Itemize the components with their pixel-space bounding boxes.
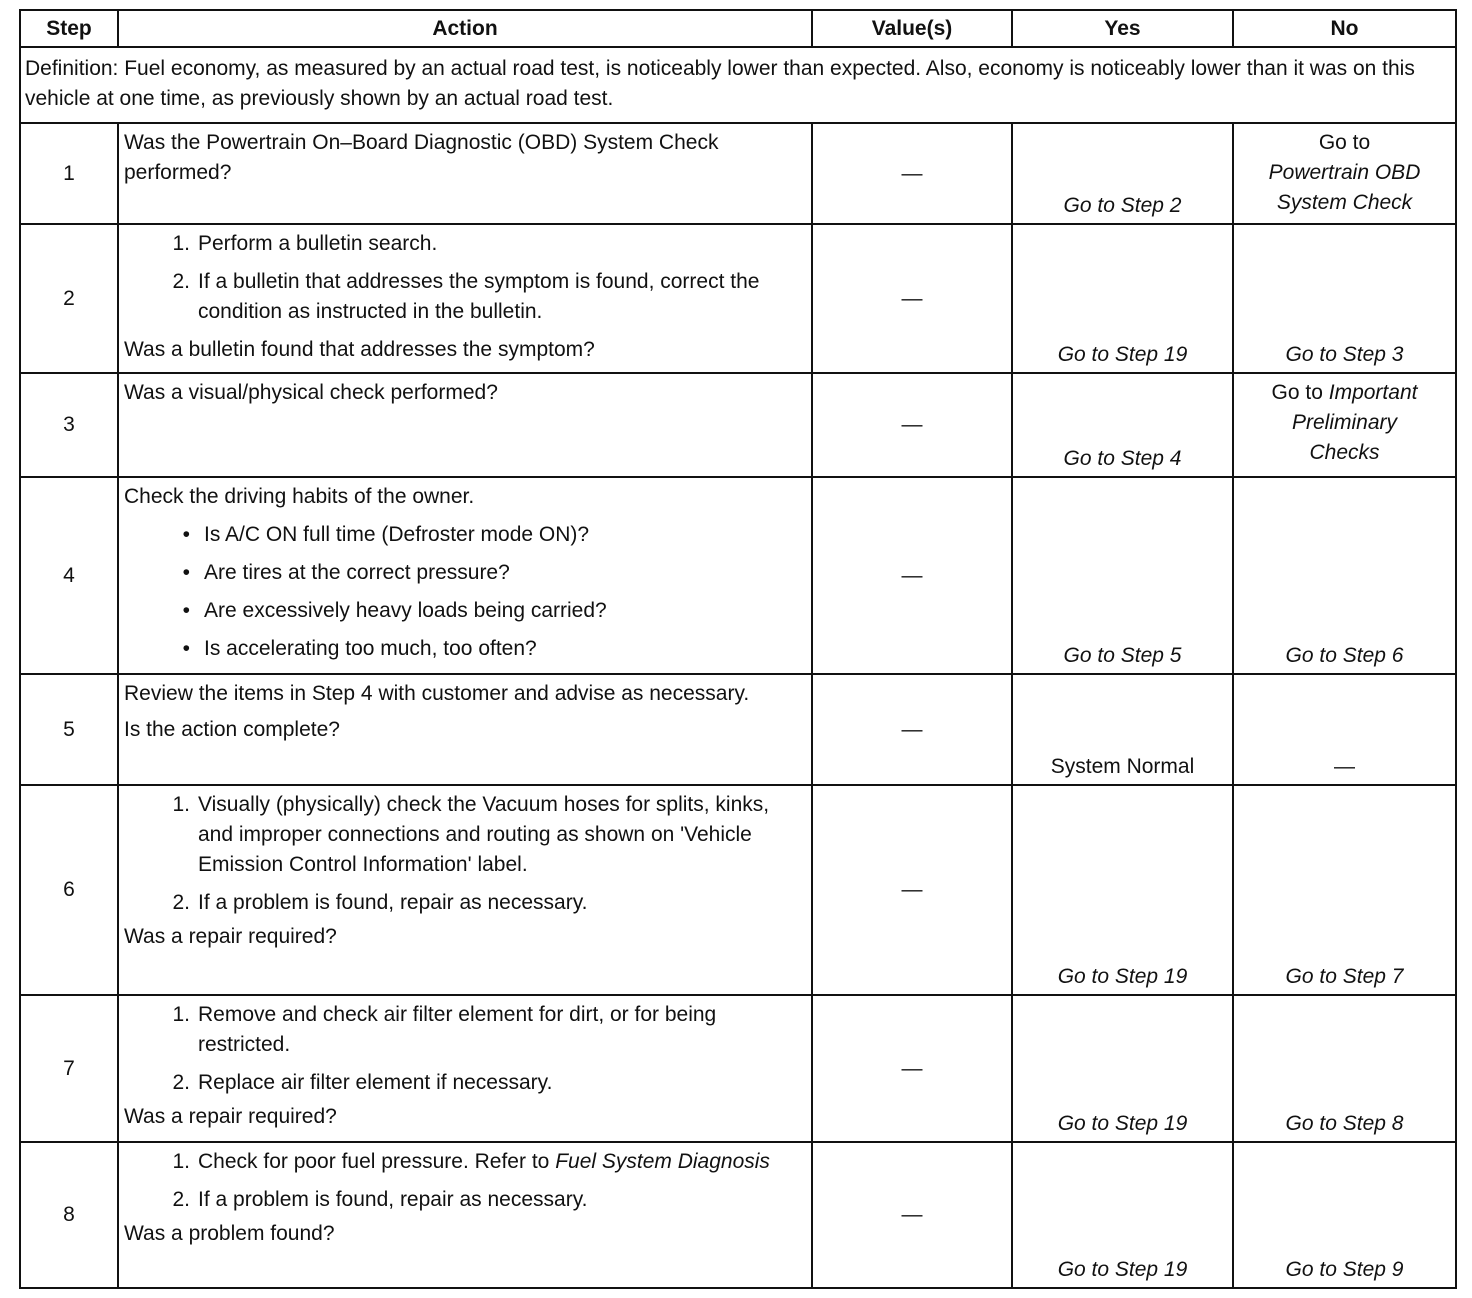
value-cell: — xyxy=(812,995,1012,1142)
yes-link[interactable]: Go to Step 5 xyxy=(1012,477,1233,674)
list-item xyxy=(124,596,805,626)
step-number: 8 xyxy=(20,1142,118,1288)
bullet: • xyxy=(182,561,190,584)
fuel-system-diagnosis-link[interactable]: Fuel System Diagnosis xyxy=(555,1150,770,1173)
value-cell: — xyxy=(812,224,1012,373)
value-cell: — xyxy=(812,373,1012,477)
step-number: 5 xyxy=(20,674,118,785)
list-item xyxy=(124,1185,805,1215)
intro-text: Check the driving habits of the owner. xyxy=(124,485,475,508)
step-number: 2 xyxy=(20,224,118,373)
no-link-part[interactable]: Checks xyxy=(1309,441,1380,464)
table-row xyxy=(20,224,1456,373)
list-text: If a problem is found, repair as necessary. xyxy=(198,1188,588,1211)
table-row xyxy=(20,785,1456,995)
action-cell xyxy=(118,785,812,995)
list-text: Is A/C ON full time (Defroster mode ON)? xyxy=(204,523,590,546)
action-cell xyxy=(118,477,812,674)
yes-result: System Normal xyxy=(1012,674,1233,785)
no-link-part[interactable]: Important xyxy=(1328,381,1418,404)
list-item xyxy=(124,1068,805,1098)
no-prefix: Go to xyxy=(1271,381,1323,404)
table-row xyxy=(20,995,1456,1142)
value-cell: — xyxy=(812,123,1012,224)
question-text: Was a bulletin found that addresses the symptom? xyxy=(124,338,595,361)
no-link[interactable]: Go to Step 7 xyxy=(1233,785,1456,995)
action-text: Was a visual/physical check performed? xyxy=(118,373,812,477)
value-cell: — xyxy=(812,1142,1012,1288)
action-text: Was the Powertrain On–Board Diagnostic (OBD) System Check performed? xyxy=(118,123,812,224)
no-link[interactable]: Go to Step 3 xyxy=(1233,224,1456,373)
list-number: 1. xyxy=(172,232,190,255)
no-link[interactable]: Go to Step 6 xyxy=(1233,477,1456,674)
no-link[interactable]: Go to Step 9 xyxy=(1233,1142,1456,1288)
list-text: Is accelerating too much, too often? xyxy=(204,637,537,660)
table-row xyxy=(20,123,1456,224)
no-prefix: Go to xyxy=(1318,131,1371,154)
step-number: 4 xyxy=(20,477,118,674)
table-row xyxy=(20,674,1456,785)
list-item xyxy=(124,888,805,918)
no-link-part[interactable]: Preliminary xyxy=(1291,411,1398,434)
question-text: Was a repair required? xyxy=(124,925,337,948)
list-text: Are tires at the correct pressure? xyxy=(204,561,510,584)
yes-link[interactable]: Go to Step 2 xyxy=(1012,123,1233,224)
list-item xyxy=(124,1147,805,1177)
step-number: 7 xyxy=(20,995,118,1142)
question-text: Was a repair required? xyxy=(124,1105,337,1128)
table-row xyxy=(20,373,1456,477)
table-row xyxy=(20,1142,1456,1288)
step-number: 3 xyxy=(20,373,118,477)
list-number: 1. xyxy=(172,793,190,816)
header-no: No xyxy=(1233,10,1456,47)
bullet: • xyxy=(182,637,190,660)
list-text: Are excessively heavy loads being carried? xyxy=(204,599,607,622)
list-number: 2. xyxy=(172,1071,190,1094)
definition-text: Definition: Fuel economy, as measured by an actual road test, is noticeably lower than expected. Also, economy is noticeably lower than it was on this vehicle at one time, as previously shown by an actual road test. xyxy=(20,47,1456,123)
list-text: If a bulletin that addresses the symptom is found, correct the condition as instructed in the bulletin. xyxy=(198,270,760,323)
no-link[interactable]: Powertrain OBD System Check xyxy=(1268,161,1421,214)
list-item xyxy=(124,1000,805,1060)
step-number: 6 xyxy=(20,785,118,995)
list-item xyxy=(124,229,805,259)
value-cell: — xyxy=(812,785,1012,995)
yes-link[interactable]: Go to Step 4 xyxy=(1012,373,1233,477)
list-item xyxy=(124,790,805,880)
list-text: If a problem is found, repair as necessary. xyxy=(198,891,588,914)
list-text: Check for poor fuel pressure. Refer to xyxy=(198,1150,550,1173)
yes-link[interactable]: Go to Step 19 xyxy=(1012,1142,1233,1288)
header-row xyxy=(20,10,1456,47)
list-item xyxy=(124,520,805,550)
list-number: 2. xyxy=(172,891,190,914)
question-text: Is the action complete? xyxy=(124,718,340,741)
no-result: — xyxy=(1233,674,1456,785)
action-cell xyxy=(118,674,812,785)
step-number: 1 xyxy=(20,123,118,224)
list-text: Perform a bulletin search. xyxy=(198,232,438,255)
bullet: • xyxy=(182,523,190,546)
list-item xyxy=(124,267,805,327)
no-cell xyxy=(1233,373,1456,477)
no-cell xyxy=(1233,123,1456,224)
action-cell xyxy=(118,224,812,373)
yes-link[interactable]: Go to Step 19 xyxy=(1012,785,1233,995)
action-cell xyxy=(118,1142,812,1288)
header-step: Step xyxy=(20,10,118,47)
action-text: Review the items in Step 4 with customer and advise as necessary. xyxy=(124,682,750,705)
header-action: Action xyxy=(118,10,812,47)
diagnostic-table-page xyxy=(19,9,1455,1289)
list-text: Replace air filter element if necessary. xyxy=(198,1071,553,1094)
yes-link[interactable]: Go to Step 19 xyxy=(1012,224,1233,373)
list-number: 2. xyxy=(172,270,190,293)
value-cell: — xyxy=(812,674,1012,785)
list-number: 1. xyxy=(172,1150,190,1173)
action-cell xyxy=(118,995,812,1142)
bullet: • xyxy=(182,599,190,622)
no-link[interactable]: Go to Step 8 xyxy=(1233,995,1456,1142)
list-text: Visually (physically) check the Vacuum hoses for splits, kinks, and improper connections and routing as shown on 'Vehicle Emission Control Information' label. xyxy=(198,793,770,876)
list-item xyxy=(124,558,805,588)
yes-link[interactable]: Go to Step 19 xyxy=(1012,995,1233,1142)
list-number: 1. xyxy=(172,1003,190,1026)
question-text: Was a problem found? xyxy=(124,1222,335,1245)
list-item xyxy=(124,634,805,664)
diagnostic-table xyxy=(19,9,1457,1289)
definition-row xyxy=(20,47,1456,123)
list-text: Remove and check air filter element for dirt, or for being restricted. xyxy=(198,1003,717,1056)
list-number: 2. xyxy=(172,1188,190,1211)
header-values: Value(s) xyxy=(812,10,1012,47)
table-row xyxy=(20,477,1456,674)
value-cell: — xyxy=(812,477,1012,674)
header-yes: Yes xyxy=(1012,10,1233,47)
